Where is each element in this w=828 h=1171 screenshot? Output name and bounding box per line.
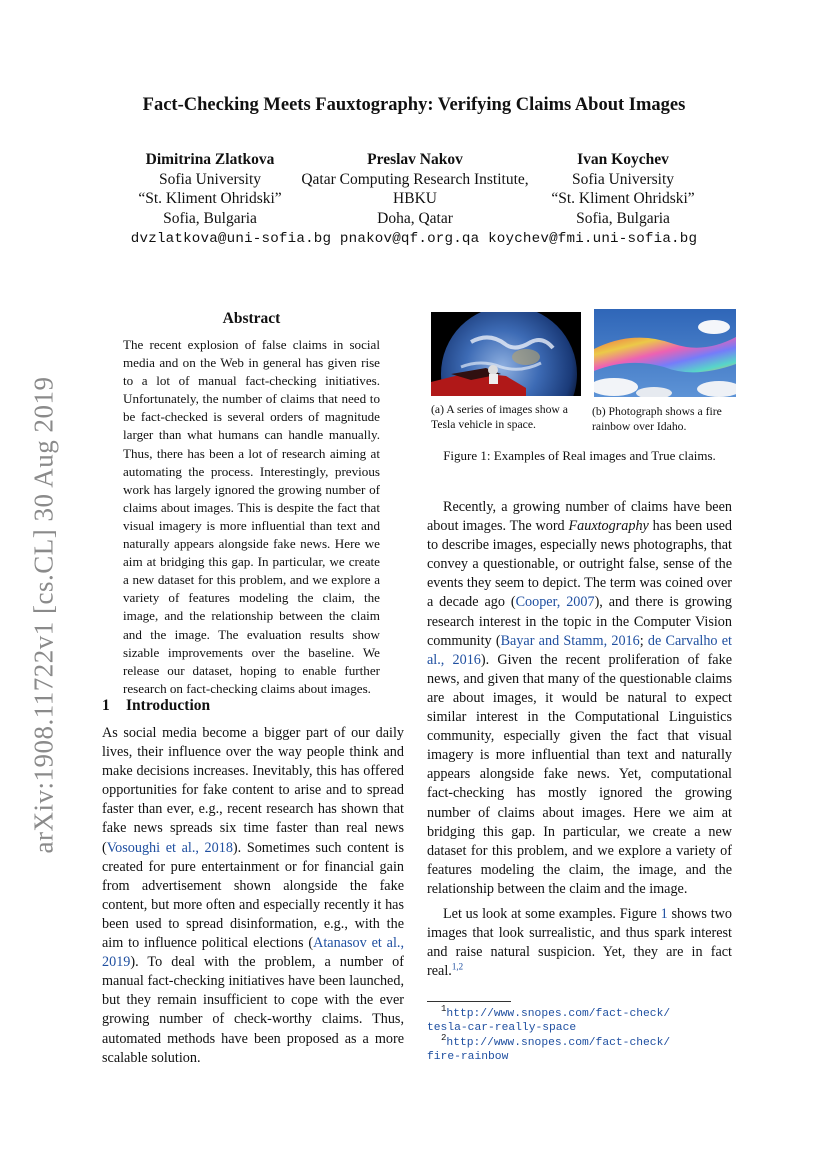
right-column [427, 498, 732, 981]
footnote-url[interactable]: http://www.snopes.com/fact-check/ [446, 1036, 671, 1049]
emphasis-term: Fauxtography [568, 518, 649, 535]
figure-ref-link[interactable]: 1 [660, 905, 668, 922]
body-paragraph [427, 905, 732, 981]
author-block-2 [285, 150, 545, 228]
subfigure-caption-a: (a) A series of images show a Tesla vehicle in space. [431, 403, 568, 431]
footnotes [427, 1004, 737, 1064]
citation-link[interactable]: Vosoughi et al., 2018 [106, 839, 233, 856]
body-text: has been used to describe images, especially news photographs, that convey a questionable, or outright false, sense of the events they seem to depict. The term was coined over a decade ago ( [427, 518, 732, 611]
author-affiliation: Doha, Qatar [377, 209, 453, 227]
section-number: 1 [102, 697, 110, 714]
body-text: ). Given the recent proliferation of fake news, and given that many of the questionable claims are about images, it would be natural to expect similar interest in the Computational Linguistics community, especially given the fact that visual imagery is more influential than text and naturally appears alongside fake news. Yet, computational fact-checking has mostly ignored the growing number of claims about images. Here we aim at bridging this gap. In particular, we create a new dataset for this problem, and we explore a variety of features modeling the claim, the image, and the relationship between the claim and the image. [427, 651, 732, 897]
author-affiliation: Sofia, Bulgaria [163, 209, 257, 227]
footnote-2 [427, 1032, 737, 1050]
author-affiliation: Sofia University [571, 170, 675, 188]
citation-link[interactable]: Bayar and Stamm, 2016 [500, 632, 640, 649]
author-affiliation: “St. Kliment Ohridski” [551, 190, 695, 207]
body-text: ; [639, 632, 648, 649]
author-name: Ivan Koychev [577, 151, 669, 168]
author-affiliation: Sofia, Bulgaria [576, 209, 670, 227]
footnote-1 [427, 1004, 737, 1021]
body-text: Recently, a growing number of claims have been about images. The word [427, 499, 732, 535]
intro-paragraph [102, 724, 404, 1068]
author-affiliation: Sofia University [158, 170, 262, 188]
footnote-url[interactable]: fire-rainbow [427, 1050, 509, 1063]
intro-text: ). Sometimes such content is created for pure entertainment or for financial gain from advertisement shown alongside the fake content, but more often and especially recently it has been used to spread disinformation, e.g., with the aim to influence political elections ( [102, 839, 404, 952]
body-text: ), and there is growing research interest in the topic in the Computer Vision community ( [427, 594, 732, 649]
abstract-text: The recent explosion of false claims in social media and on the Web in general has given rise to a lot of manual fact-checking initiatives. Unfortunately, the number of claims that need to be fact-checked is several orders of magnitude larger than what humans can handle manually. Thus, there has been a lot of research aiming at automating the process. Interestingly, previous work has largely ignored the growing number of claims about images. This is despite the fact that visual imagery is more influential than text and naturally appears alongside fake news. Here we aim at bridging this gap. In particular, we create a new dataset for this problem, and we explore a variety of features modeling the claim, the image, and the relationship between the claim and the image. The evaluation results show sizable improvements over the baseline. We release our dataset, hoping to enable further research on fact-checking claims about images. [123, 337, 380, 696]
body-text: Let us look at some examples. Figure [443, 905, 661, 922]
arxiv-stamp: arXiv:1908.11722v1 [cs.CL] 30 Aug 2019 [28, 376, 59, 854]
footnote-ref-link[interactable]: 1,2 [451, 961, 464, 972]
intro-text: As social media become a bigger part of our daily lives, their influence over the way people think and make decisions increases. Inevitably, this has offered opportunities for fake content to arise and to spread faster than ever, e.g., recent research has shown that fake news spreads six time faster than real news ( [102, 725, 404, 856]
author-name: Dimitrina Zlatkova [145, 151, 275, 168]
body-text: shows two images that look surrealistic, and thus spark interest and raise natural suspicion. Yet, they are in fact real. [427, 905, 732, 980]
author-name: Preslav Nakov [367, 151, 463, 168]
section-heading [102, 697, 210, 715]
fire-rainbow-image [594, 309, 736, 397]
author-block-3 [528, 150, 718, 228]
citation-link[interactable]: Cooper, 2007 [515, 594, 595, 611]
tesla-in-space-image [431, 312, 581, 396]
citation-link[interactable]: Atanasov et al., 2019 [102, 935, 405, 971]
abstract-heading: Abstract [222, 310, 281, 327]
footnote-mark: 1 [441, 1004, 447, 1015]
author-affiliation: “St. Kliment Ohridski” [138, 190, 282, 207]
author-affiliation: HBKU [393, 190, 437, 207]
footnote-divider [427, 1001, 511, 1002]
footnote-mark: 2 [441, 1032, 447, 1043]
citation-link[interactable]: de Carvalho et al., 2016 [427, 632, 732, 668]
author-emails[interactable]: dvzlatkova@uni-sofia.bg pnakov@qf.org.qa koychev@fmi.uni-sofia.bg [130, 231, 698, 247]
intro-text: ). To deal with the problem, a number of manual fact-checking initiatives have been launched, but they remain insufficient to cope with the ever growing number of check-worthy claims. Thus, automated methods have been proposed as a more scalable solution. [102, 954, 404, 1066]
footnote-url[interactable]: http://www.snopes.com/fact-check/ [446, 1008, 671, 1020]
author-block-1 [115, 150, 305, 228]
footnote-1-cont [427, 1021, 737, 1035]
body-paragraph [427, 498, 732, 899]
subfigure-caption-b: (b) Photograph shows a fire rainbow over Idaho. [592, 405, 722, 433]
footnote-url[interactable]: tesla-car-really-space [427, 1022, 577, 1035]
footnote-2-cont [427, 1050, 737, 1064]
author-affiliation: Qatar Computing Research Institute, [301, 170, 529, 188]
paper-title: Fact-Checking Meets Fauxtography: Verifying Claims About Images [142, 95, 686, 115]
section-title: Introduction [126, 697, 211, 714]
figure-caption: Figure 1: Examples of Real images and True claims. [443, 448, 716, 463]
